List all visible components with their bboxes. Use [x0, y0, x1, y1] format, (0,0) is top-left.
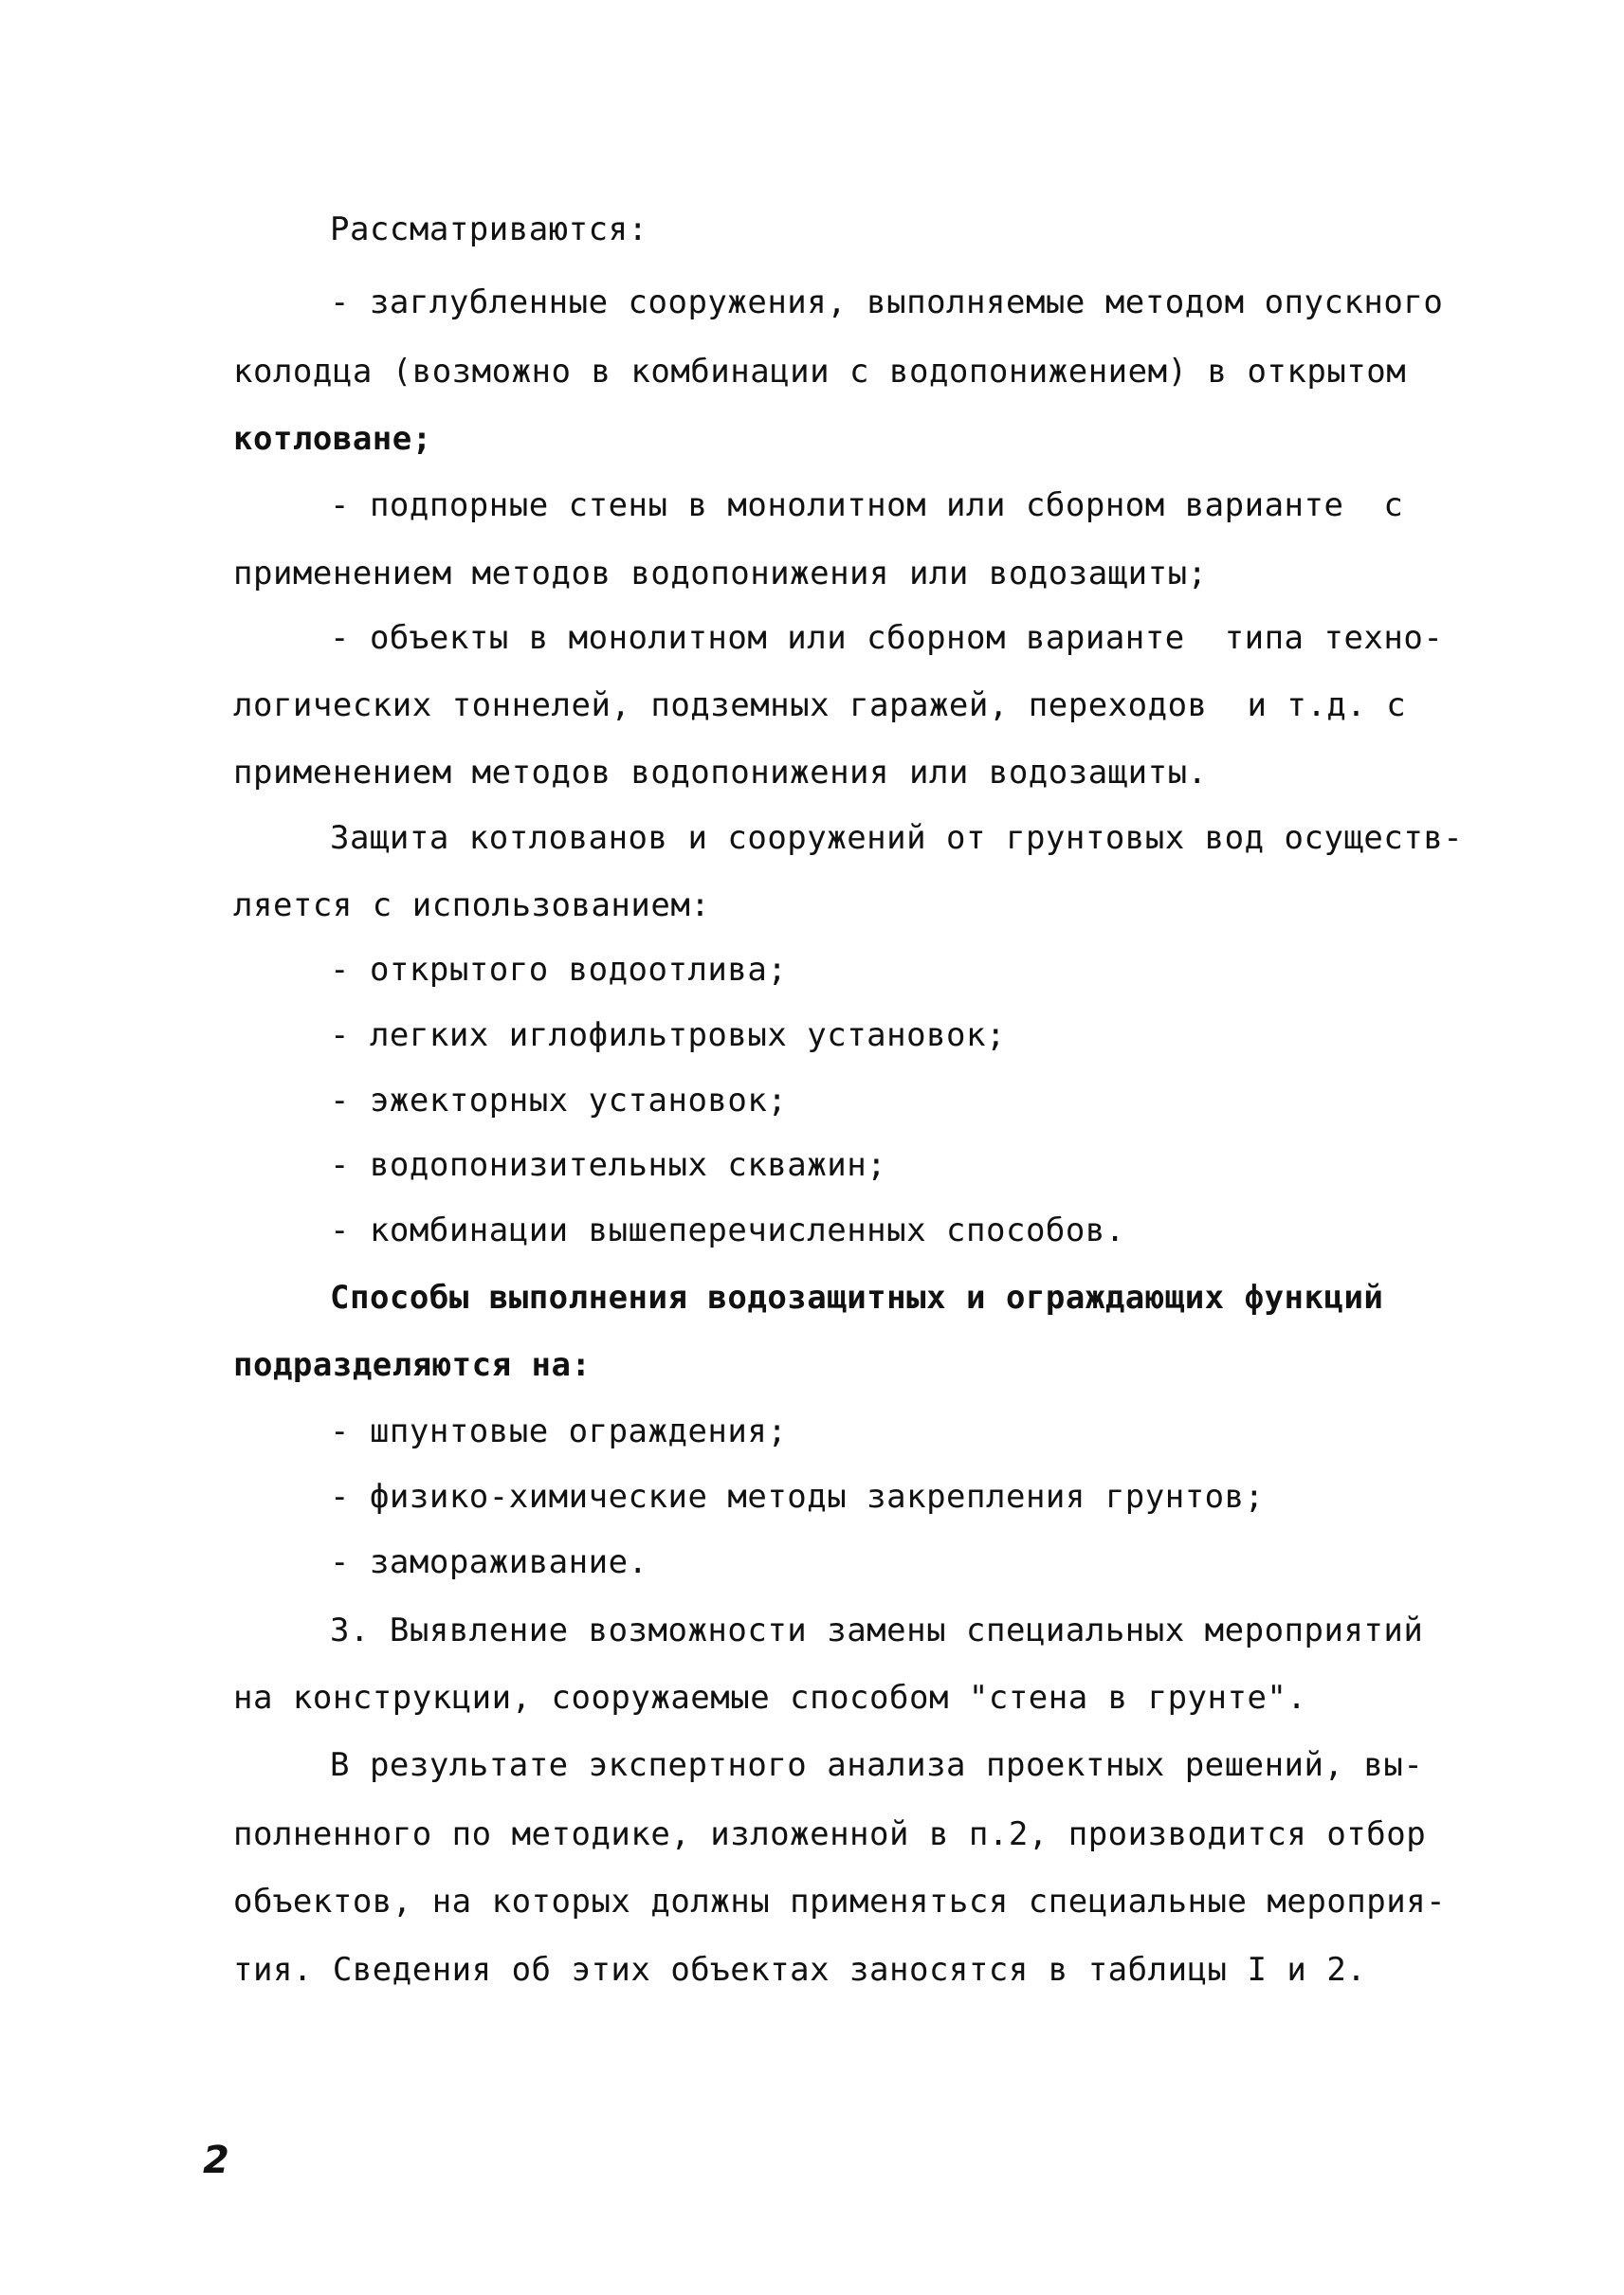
text-line-8: логических тоннелей, подземных гаражей, переходов и т.д. с — [233, 686, 1407, 724]
text-line-3: колодца (возможно в комбинации с водопонижением) в открытом — [233, 353, 1407, 391]
text-line-11: ляется с использованием: — [233, 886, 711, 924]
text-line-17: Способы выполнения водозащитных и ограждающих функций — [330, 1279, 1384, 1317]
text-line-16: - комбинации вышеперечисленных способов. — [330, 1211, 1125, 1249]
text-line-22: 3. Выявление возможности замены специальных мероприятий — [330, 1612, 1424, 1649]
text-line-25: полненного по методике, изложенной в п.2, производится отбор — [233, 1815, 1427, 1853]
text-line-15: - водопонизительных скважин; — [330, 1146, 887, 1184]
text-line-21: - замораживание. — [330, 1543, 648, 1581]
text-line-6: применением методов водопонижения или водозащиты; — [233, 555, 1208, 592]
text-line-9: применением методов водопонижения или водозащиты. — [233, 754, 1208, 792]
text-line-2: - заглубленные сооружения, выполняемые методом опускного — [330, 283, 1444, 321]
text-line-24: В результате экспертного анализа проектных решений, вы- — [330, 1746, 1424, 1784]
text-line-10: Защита котлованов и сооружений от грунтовых вод осуществ- — [330, 819, 1464, 857]
text-line-14: - эжекторных установок; — [330, 1082, 788, 1120]
text-line-27: тия. Сведения об этих объектах заносятся в таблицы I и 2. — [233, 1951, 1367, 1989]
text-line-26: объектов, на которых должны применяться специальные мероприя- — [233, 1883, 1447, 1921]
text-line-12: - открытого водоотлива; — [330, 951, 788, 989]
text-line-4: котловане; — [233, 420, 432, 458]
text-line-1: Рассматриваются: — [330, 210, 648, 248]
text-line-5: - подпорные стены в монолитном или сборном варианте с — [330, 486, 1404, 524]
text-line-23: на конструкции, сооружаемые способом "стена в грунте". — [233, 1679, 1307, 1717]
text-line-19: - шпунтовые ограждения; — [330, 1412, 788, 1450]
page-number: 2 — [203, 2139, 230, 2182]
text-line-7: - объекты в монолитном или сборном варианте типа техно- — [330, 619, 1444, 657]
text-line-20: - физико-химические методы закрепления грунтов; — [330, 1478, 1265, 1516]
text-line-13: - легких иглофильтровых установок; — [330, 1016, 1006, 1054]
text-line-18: подразделяются на: — [233, 1346, 592, 1384]
